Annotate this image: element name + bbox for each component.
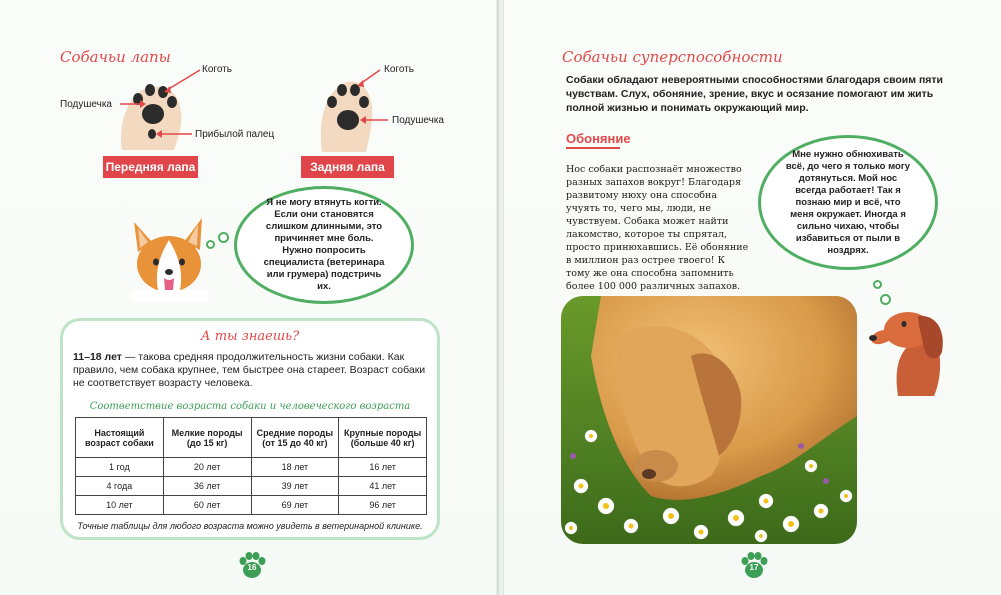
- dog-in-flowers-image: [561, 296, 857, 544]
- table-cell: 41 лет: [339, 477, 427, 496]
- table-cell: 39 лет: [251, 477, 339, 496]
- age-table-title: Соответствие возраста собаки и человеческого возраста: [89, 401, 411, 412]
- table-row: [76, 496, 427, 515]
- table-header-row: [76, 418, 427, 458]
- corgi-illustration: [124, 212, 214, 302]
- back-paw-label: Задняя лапа: [301, 156, 394, 178]
- did-you-know-title: А ты знаешь?: [200, 329, 300, 344]
- table-footnote: Точные таблицы для любого возраста можно увидеть в ветеринарной клинике.: [77, 521, 423, 531]
- smell-body-text: Нос собаки распознаёт множество разных запахов вокруг! Благодаря развитому нюху она способна учуять то, чего мы, люди, не чувствуем. Собака может найти лакомство, которое ты спрятал, просто принюхавшись. Её обоняние в миллион раз острее твоего! К тому же она способна запомнить более 100 000 различных запахов.: [566, 164, 749, 292]
- right-page-title: Собачьи суперспособности: [562, 48, 783, 66]
- thought-dot: [218, 232, 229, 243]
- corgi-speech-bubble: [234, 186, 414, 304]
- table-cell: 36 лет: [163, 477, 251, 496]
- book-gutter: [497, 0, 504, 595]
- table-cell: 69 лет: [251, 496, 339, 515]
- dachshund-bubble-text: Мне нужно обнюхивать всё, до чего я только могу дотянуться. Мой нос всегда работает! Так я познаю мир и всё, что меня окружает. Иногда я сильно чихаю, чтобы избавиться от пыли в ноздрях.: [785, 148, 911, 256]
- table-header-cell: Настоящий возраст собаки: [76, 418, 164, 458]
- thought-dot: [206, 240, 215, 249]
- table-cell: 16 лет: [339, 458, 427, 477]
- front-paw-label: Передняя лапа: [103, 156, 198, 178]
- table-header-cell: Мелкие породы (до 15 кг): [163, 418, 251, 458]
- table-cell: 1 год: [76, 458, 164, 477]
- table-cell: 10 лет: [76, 496, 164, 515]
- section-underline: [566, 147, 620, 149]
- left-page-title: Собачьи лапы: [60, 48, 171, 66]
- table-cell: 60 лет: [163, 496, 251, 515]
- did-you-know-text: [73, 351, 433, 390]
- table-row: [76, 477, 427, 496]
- table-cell: 4 года: [76, 477, 164, 496]
- table-cell: 18 лет: [251, 458, 339, 477]
- table-row: [76, 458, 427, 477]
- page-number-right: [739, 551, 769, 581]
- page-number-left: [237, 551, 267, 581]
- dachshund-illustration: [868, 300, 964, 396]
- back-claw-label: Коготь: [384, 64, 414, 75]
- lifespan-text: — такова средняя продолжительность жизни собаки. Как правило, чем собака крупнее, тем быстрее она стареет. Возраст собаки не соответствует возрасту человека.: [73, 351, 426, 389]
- thought-dot: [873, 280, 882, 289]
- table-cell: 96 лет: [339, 496, 427, 515]
- intro-paragraph: Собаки обладают невероятными способностями благодаря своим пяти чувствам. Слух, обоняние, зрение, вкус и осязание помогают им жить полной жизнью и понимать окружающий мир.: [566, 74, 944, 114]
- did-you-know-box: [60, 318, 440, 540]
- dachshund-speech-bubble: [758, 135, 938, 270]
- lifespan-lead: 11–18 лет: [73, 351, 122, 363]
- dog-sniffing-photo: [561, 296, 857, 544]
- page-number-text: 17: [749, 563, 759, 572]
- age-comparison-table: [75, 417, 427, 515]
- section-title-smell: Обоняние: [566, 131, 631, 146]
- table-header-cell: Средние породы (от 15 до 40 кг): [251, 418, 339, 458]
- back-pad-label: Подушечка: [392, 115, 444, 126]
- table-header-cell: Крупные породы (больше 40 кг): [339, 418, 427, 458]
- corgi-bubble-text: Я не могу втянуть когти. Если они становятся слишком длинными, это причиняет мне боль. Нужно попросить специалиста (ветеринара или грумера) подстричь их.: [263, 197, 385, 292]
- table-cell: 20 лет: [163, 458, 251, 477]
- page-number-text: 16: [247, 563, 257, 572]
- front-claw-label: Коготь: [202, 64, 232, 75]
- dewclaw-label: Прибылой палец: [195, 129, 275, 140]
- front-pad-label: Подушечка: [60, 99, 112, 110]
